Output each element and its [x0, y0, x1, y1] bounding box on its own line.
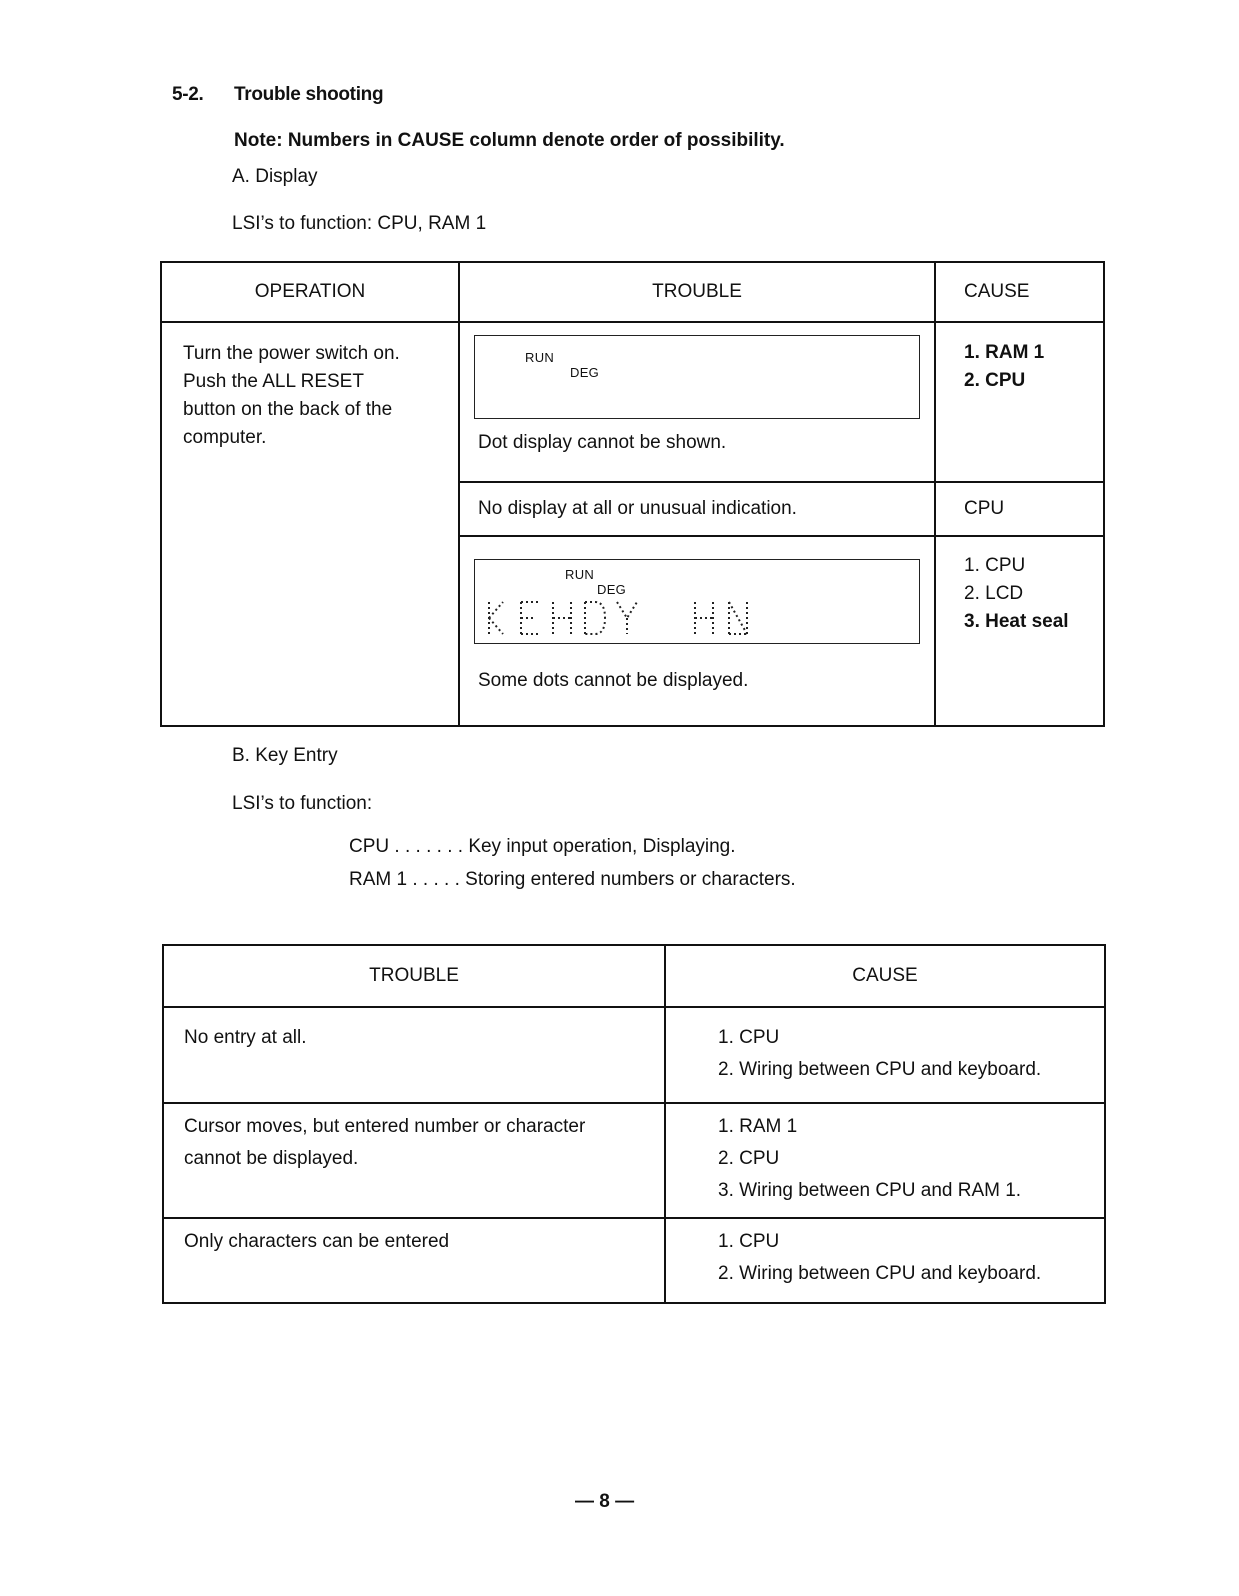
deg-indicator: DEG: [570, 365, 600, 380]
cause-item: 3. Heat seal: [964, 611, 1069, 632]
operation-line: Turn the power switch on.: [183, 343, 400, 364]
trouble-cell: [163, 1218, 665, 1303]
cause-cell: [935, 482, 1104, 536]
part-a-title: A. Display: [232, 166, 318, 187]
key-entry-trouble-table: [162, 944, 1106, 1304]
trouble-cell-blank-lcd: [459, 322, 935, 482]
cause-item: 3. Wiring between CPU and RAM 1.: [718, 1180, 1022, 1201]
trouble-cell: [459, 482, 935, 536]
part-a-lsi: LSI’s to function: CPU, RAM 1: [232, 213, 487, 234]
cause-item: 2. CPU: [718, 1148, 780, 1169]
trouble-text: Cursor moves, but entered number or character: [184, 1116, 586, 1137]
operation-line: button on the back of the: [183, 399, 393, 420]
cause-item: 2. CPU: [964, 370, 1026, 391]
operation-line: Push the ALL RESET: [183, 371, 364, 392]
section-heading: [172, 84, 383, 106]
operation-line: computer.: [183, 427, 267, 448]
cause-item: CPU: [964, 498, 1005, 519]
cause-item: 1. CPU: [718, 1231, 780, 1252]
section-title: Trouble shooting: [234, 84, 384, 105]
trouble-text: No entry at all.: [184, 1027, 307, 1048]
part-b-lsi: LSI’s to function:: [232, 793, 373, 814]
header-trouble: TROUBLE: [459, 262, 935, 322]
part-b-title: B. Key Entry: [232, 745, 338, 766]
cause-item: 2. LCD: [964, 583, 1024, 604]
cause-item: 1. RAM 1: [718, 1116, 798, 1137]
operation-cell: [161, 322, 459, 726]
run-indicator: RUN: [565, 567, 595, 582]
cause-cell: [935, 322, 1104, 482]
cause-item: 1. CPU: [718, 1027, 780, 1048]
cause-cell: [935, 536, 1104, 726]
header-cause: CAUSE: [665, 945, 1105, 1007]
function-line-ram: RAM 1 . . . . . Storing entered numbers or characters.: [349, 869, 796, 890]
header-cause: CAUSE: [935, 262, 1104, 322]
trouble-text: Some dots cannot be displayed.: [478, 670, 749, 691]
run-indicator: RUN: [525, 350, 555, 365]
lcd-display-dots: [474, 559, 920, 644]
cause-cell: [665, 1218, 1105, 1303]
section-number: 5-2.: [172, 84, 204, 105]
trouble-text: Dot display cannot be shown.: [478, 432, 727, 453]
header-operation: OPERATION: [161, 262, 459, 322]
cause-cell: [665, 1103, 1105, 1218]
trouble-cell: [163, 1007, 665, 1103]
dot-matrix-text-illustration: [485, 598, 915, 640]
cause-item: 1. CPU: [964, 555, 1026, 576]
trouble-text: cannot be displayed.: [184, 1148, 359, 1169]
cause-cell: [665, 1007, 1105, 1103]
note: Note: Numbers in CAUSE column denote order of possibility.: [234, 130, 785, 151]
trouble-text: No display at all or unusual indication.: [478, 498, 797, 519]
lcd-display-blank: [474, 335, 920, 419]
display-trouble-table: [160, 261, 1105, 727]
cause-item: 1. RAM 1: [964, 342, 1045, 363]
function-line-cpu: CPU . . . . . . . Key input operation, Displaying.: [349, 836, 736, 857]
trouble-cell-dot-lcd: [459, 536, 935, 726]
deg-indicator: DEG: [597, 582, 627, 597]
cause-item: 2. Wiring between CPU and keyboard.: [718, 1263, 1042, 1284]
trouble-cell: [163, 1103, 665, 1218]
header-trouble: TROUBLE: [163, 945, 665, 1007]
trouble-text: Only characters can be entered: [184, 1231, 450, 1252]
cause-item: 2. Wiring between CPU and keyboard.: [718, 1059, 1042, 1080]
page-number: — 8 —: [575, 1491, 635, 1512]
